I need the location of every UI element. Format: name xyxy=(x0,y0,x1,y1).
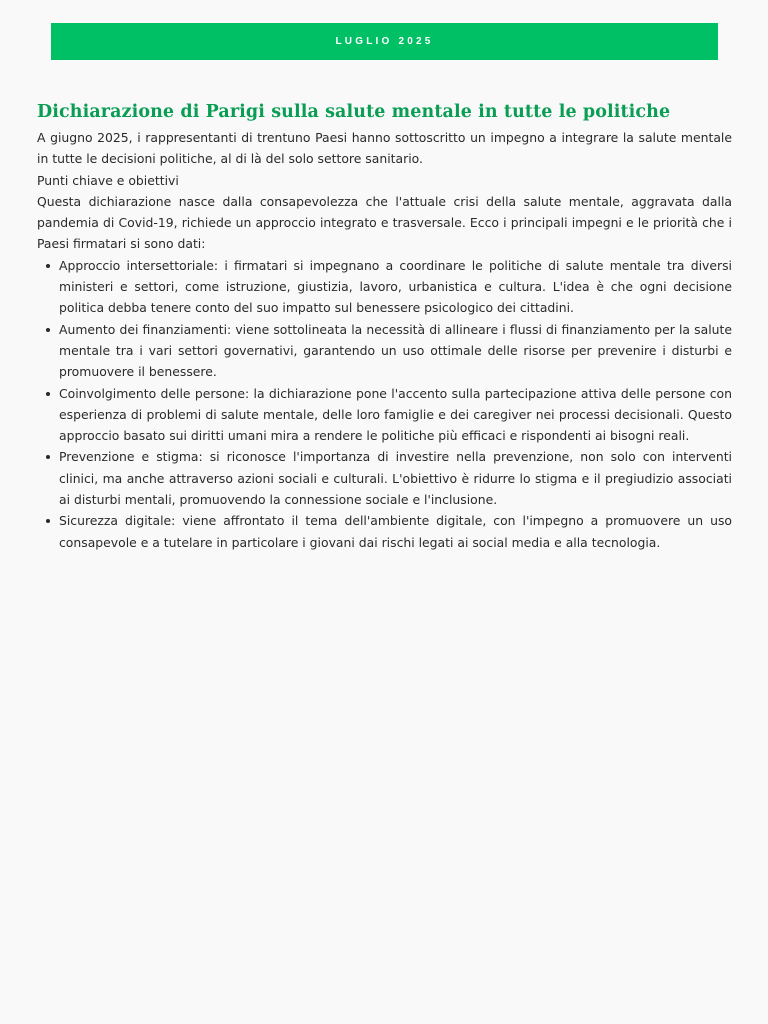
list-item-text: Coinvolgimento delle persone: la dichiarazione pone l'accento sulla partecipazione attiva delle persone con esperienza di problemi di salute mentale, delle loro famiglie e dei caregiver nei processi decisionali. Questo approccio basato sui diritti umani mira a rendere le politiche più efficaci e rispondenti ai bisogni reali. xyxy=(59,385,732,444)
header-banner xyxy=(51,23,718,60)
bullet-dot-icon xyxy=(46,455,50,459)
header-date-label: LUGLIO 2025 xyxy=(335,36,434,47)
list-item xyxy=(37,446,732,510)
article xyxy=(37,100,732,553)
article-title: Dichiarazione di Parigi sulla salute mentale in tutte le politiche xyxy=(37,102,671,122)
list-item-text: Approccio intersettoriale: i firmatari si impegnano a coordinare le politiche di salute mentale tra diversi ministeri e settori, come istruzione, giustizia, lavoro, urbanistica e cultura. L'idea è che ogni decisione politica debba tenere conto del suo impatto sul benessere psicologico dei cittadini. xyxy=(59,257,732,316)
bullet-dot-icon xyxy=(46,519,50,523)
bullet-dot-icon xyxy=(46,264,50,268)
list-item-text: Prevenzione e stigma: si riconosce l'importanza di investire nella prevenzione, non solo con interventi clinici, ma anche attraverso azioni sociali e culturali. L'obiettivo è ridurre lo stigma e il pregiudizio associati ai disturbi mentali, promuovendo la connessione sociale e l'inclusione. xyxy=(59,449,732,508)
list-item-text: Sicurezza digitale: viene affrontato il tema dell'ambiente digitale, con l'impegno a promuovere un uso consapevole e a tutelare in particolare i giovani dai rischi legati ai social media e alla tecnologia. xyxy=(59,513,732,550)
bullet-list xyxy=(37,255,732,553)
list-item xyxy=(37,383,732,447)
bullet-dot-icon xyxy=(46,392,50,396)
article-intro: A giugno 2025, i rappresentanti di trentuno Paesi hanno sottoscritto un impegno a integrare la salute mentale in tutte le decisioni politiche, al di là del solo settore sanitario. xyxy=(37,130,732,167)
list-item xyxy=(37,510,732,553)
list-item xyxy=(37,255,732,319)
article-subheading: Punti chiave e obiettivi xyxy=(37,172,179,188)
article-body: Questa dichiarazione nasce dalla consapevolezza che l'attuale crisi della salute mentale, aggravata dalla pandemia di Covid-19, richiede un approccio integrato e trasversale. Ecco i principali impegni e le priorità che i Paesi firmatari si sono dati: xyxy=(37,193,732,252)
list-item-text: Aumento dei finanziamenti: viene sottolineata la necessità di allineare i flussi di finanziamento per la salute mentale tra i vari settori governativi, garantendo un uso ottimale delle risorse per prevenire i disturbi e promuovere il benessere. xyxy=(59,321,732,380)
bullet-dot-icon xyxy=(46,328,50,332)
list-item xyxy=(37,319,732,383)
